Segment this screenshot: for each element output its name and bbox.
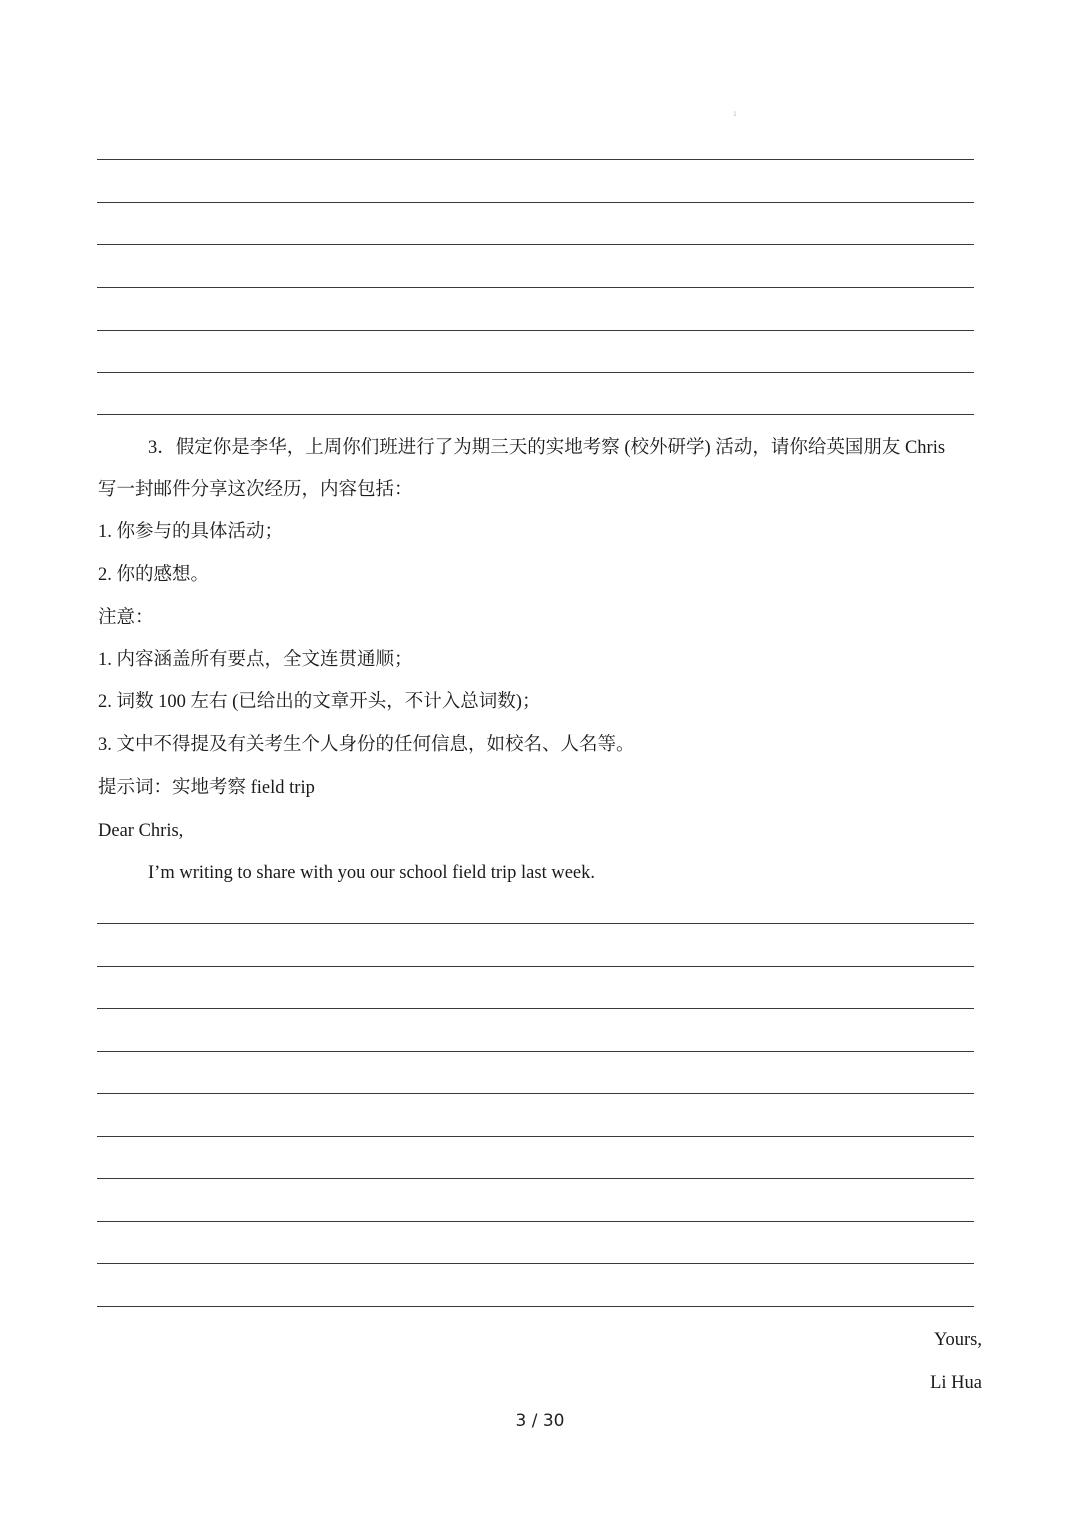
letter-signature: Li Hua bbox=[930, 1373, 982, 1393]
note-item-1: 1. 内容涵盖所有要点，全文连贯通顺； bbox=[98, 650, 413, 670]
letter-greeting: Dear Chris, bbox=[98, 821, 184, 841]
answer-line-top bbox=[97, 287, 974, 288]
writing-line bbox=[97, 1178, 974, 1179]
writing-line bbox=[97, 923, 974, 924]
answer-line-top bbox=[97, 202, 974, 203]
content-item-2: 2. 你的感想。 bbox=[98, 565, 210, 585]
hint-words: 提示词：实地考察 field trip bbox=[98, 778, 315, 798]
writing-line bbox=[97, 1051, 974, 1052]
answer-line-top bbox=[97, 414, 974, 415]
notes-label: 注意： bbox=[98, 608, 154, 628]
prompt-line-2: 写一封邮件分享这次经历，内容包括： bbox=[98, 480, 413, 500]
note-item-2: 2. 词数 100 左右 (已给出的文章开头，不计入总词数)； bbox=[98, 692, 541, 712]
writing-line bbox=[97, 1136, 974, 1137]
letter-closing: Yours, bbox=[934, 1330, 982, 1350]
header-mark: 1 bbox=[733, 111, 737, 118]
writing-line bbox=[97, 966, 974, 967]
letter-opening: I’m writing to share with you our school field trip last week. bbox=[148, 863, 595, 883]
page-number: 3 / 30 bbox=[515, 1411, 565, 1431]
answer-line-top bbox=[97, 372, 974, 373]
answer-line-top bbox=[97, 159, 974, 160]
writing-line bbox=[97, 1093, 974, 1094]
writing-line bbox=[97, 1008, 974, 1009]
prompt-line-1: 3．假定你是李华，上周你们班进行了为期三天的实地考察 (校外研学) 活动，请你给英国朋友 Chris bbox=[148, 438, 946, 458]
answer-line-top bbox=[97, 244, 974, 245]
writing-line bbox=[97, 1306, 974, 1307]
content-item-1: 1. 你参与的具体活动； bbox=[98, 522, 284, 542]
answer-line-top bbox=[97, 330, 974, 331]
writing-line bbox=[97, 1263, 974, 1264]
note-item-3: 3. 文中不得提及有关考生个人身份的任何信息，如校名、人名等。 bbox=[98, 735, 635, 755]
writing-line bbox=[97, 1221, 974, 1222]
